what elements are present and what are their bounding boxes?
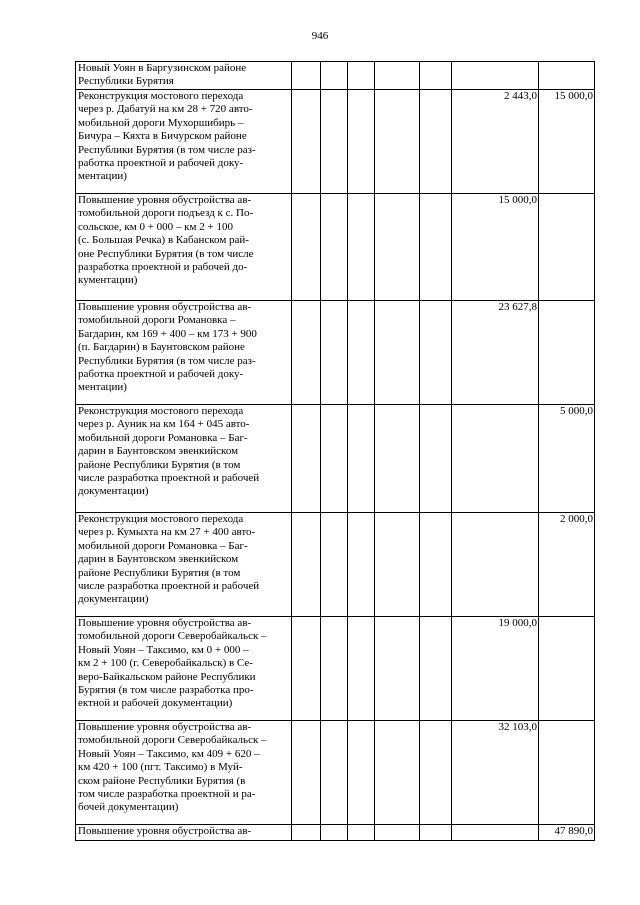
- empty-cell: [292, 90, 321, 194]
- empty-cell: [321, 62, 348, 90]
- object-name-cell: Реконструкция мостового перехода через р. Дабатуй на км 28 + 720 авто- мобильной дороги Мухоршибирь – Бичура – Кяхта в Бичурском районе Республики Бурятия (в том числе раз- работка проектной и рабочей доку- ментации): [76, 90, 292, 194]
- empty-cell: [375, 90, 420, 194]
- empty-cell: [375, 513, 420, 617]
- page-number: 946: [311, 30, 329, 42]
- empty-cell: [348, 194, 375, 301]
- empty-cell: [420, 617, 452, 721]
- empty-cell: [292, 513, 321, 617]
- empty-cell: [348, 301, 375, 405]
- empty-cell: [348, 825, 375, 841]
- empty-cell: [420, 194, 452, 301]
- empty-cell: [292, 825, 321, 841]
- amount-cell-a: [452, 825, 539, 841]
- amount-cell-b: 5 000,0: [539, 405, 595, 513]
- empty-cell: [348, 405, 375, 513]
- empty-cell: [420, 62, 452, 90]
- empty-cell: [375, 617, 420, 721]
- empty-cell: [348, 62, 375, 90]
- empty-cell: [321, 617, 348, 721]
- empty-cell: [420, 721, 452, 825]
- amount-cell-a: 15 000,0: [452, 194, 539, 301]
- object-name-cell: Реконструкция мостового перехода через р. Ауник на км 164 + 045 авто- мобильной дороги Романовка – Баг- дарин в Баунтовском эвенкийском районе Республики Бурятия (в том числе разработка проектной и рабочей документации): [76, 405, 292, 513]
- object-name-cell: Новый Уоян в Баргузинском районе Республики Бурятия: [76, 62, 292, 90]
- empty-cell: [348, 90, 375, 194]
- table-row: [76, 513, 595, 617]
- object-name-cell: Повышение уровня обустройства ав- томобильной дороги Северобайкальск – Новый Уоян – Таксимо, км 409 + 620 – км 420 + 100 (пгт. Таксимо) в Муй- ском районе Республики Бурятия (в том числе разработка проектной и ра- бочей документации): [76, 721, 292, 825]
- empty-cell: [321, 825, 348, 841]
- table-row: [76, 90, 595, 194]
- amount-cell-b: 2 000,0: [539, 513, 595, 617]
- table-row: [76, 405, 595, 513]
- amount-cell-b: 15 000,0: [539, 90, 595, 194]
- empty-cell: [321, 301, 348, 405]
- object-name-cell: Повышение уровня обустройства ав- томобильной дороги Северобайкальск – Новый Уоян – Таксимо, км 0 + 000 – км 2 + 100 (г. Северобайкальск) в Се- веро-Байкальском районе Республики Бурятия (в том числе разработка про- ектной и рабочей документации): [76, 617, 292, 721]
- empty-cell: [375, 405, 420, 513]
- object-name-cell: Повышение уровня обустройства ав-: [76, 825, 292, 841]
- empty-cell: [420, 90, 452, 194]
- empty-cell: [375, 62, 420, 90]
- amount-cell-a: [452, 513, 539, 617]
- empty-cell: [292, 405, 321, 513]
- empty-cell: [420, 825, 452, 841]
- amount-cell-a: 2 443,0: [452, 90, 539, 194]
- empty-cell: [292, 62, 321, 90]
- empty-cell: [375, 721, 420, 825]
- empty-cell: [321, 90, 348, 194]
- empty-cell: [348, 513, 375, 617]
- amount-cell-b: [539, 62, 595, 90]
- amount-cell-b: [539, 301, 595, 405]
- object-name-cell: Повышение уровня обустройства ав- томобильной дороги подъезд к с. По- сольское, км 0 + 000 – км 2 + 100 (с. Большая Речка) в Кабанском рай- оне Республики Бурятия (в том числе разработка проектной и рабочей до- кументации): [76, 194, 292, 301]
- table-row: [76, 301, 595, 405]
- empty-cell: [321, 194, 348, 301]
- empty-cell: [420, 301, 452, 405]
- amount-cell-b: [539, 721, 595, 825]
- empty-cell: [348, 721, 375, 825]
- empty-cell: [375, 301, 420, 405]
- amount-cell-a: 32 103,0: [452, 721, 539, 825]
- empty-cell: [420, 405, 452, 513]
- table-row: [76, 194, 595, 301]
- amount-cell-a: 23 627,8: [452, 301, 539, 405]
- object-name-cell: Реконструкция мостового перехода через р. Кумыхта на км 27 + 400 авто- мобильной дороги Романовка – Баг- дарин в Баунтовском эвенкийском районе Республики Бурятия (в том числе разработка проектной и рабочей документации): [76, 513, 292, 617]
- empty-cell: [420, 513, 452, 617]
- table-row: [76, 62, 595, 90]
- amount-cell-b: [539, 617, 595, 721]
- amount-cell-a: [452, 62, 539, 90]
- table-row: [76, 721, 595, 825]
- table-row: [76, 825, 595, 841]
- budget-table: [75, 61, 595, 841]
- empty-cell: [375, 194, 420, 301]
- object-name-cell: Повышение уровня обустройства ав- томобильной дороги Романовка – Багдарин, км 169 + 400 – км 173 + 900 (п. Багдарин) в Баунтовском районе Республики Бурятия (в том числе раз- работка проектной и рабочей доку- ментации): [76, 301, 292, 405]
- empty-cell: [292, 617, 321, 721]
- amount-cell-b: 47 890,0: [539, 825, 595, 841]
- empty-cell: [321, 513, 348, 617]
- amount-cell-a: 19 000,0: [452, 617, 539, 721]
- amount-cell-b: [539, 194, 595, 301]
- empty-cell: [292, 194, 321, 301]
- table-row: [76, 617, 595, 721]
- empty-cell: [348, 617, 375, 721]
- empty-cell: [375, 825, 420, 841]
- empty-cell: [321, 405, 348, 513]
- empty-cell: [321, 721, 348, 825]
- empty-cell: [292, 301, 321, 405]
- amount-cell-a: [452, 405, 539, 513]
- empty-cell: [292, 721, 321, 825]
